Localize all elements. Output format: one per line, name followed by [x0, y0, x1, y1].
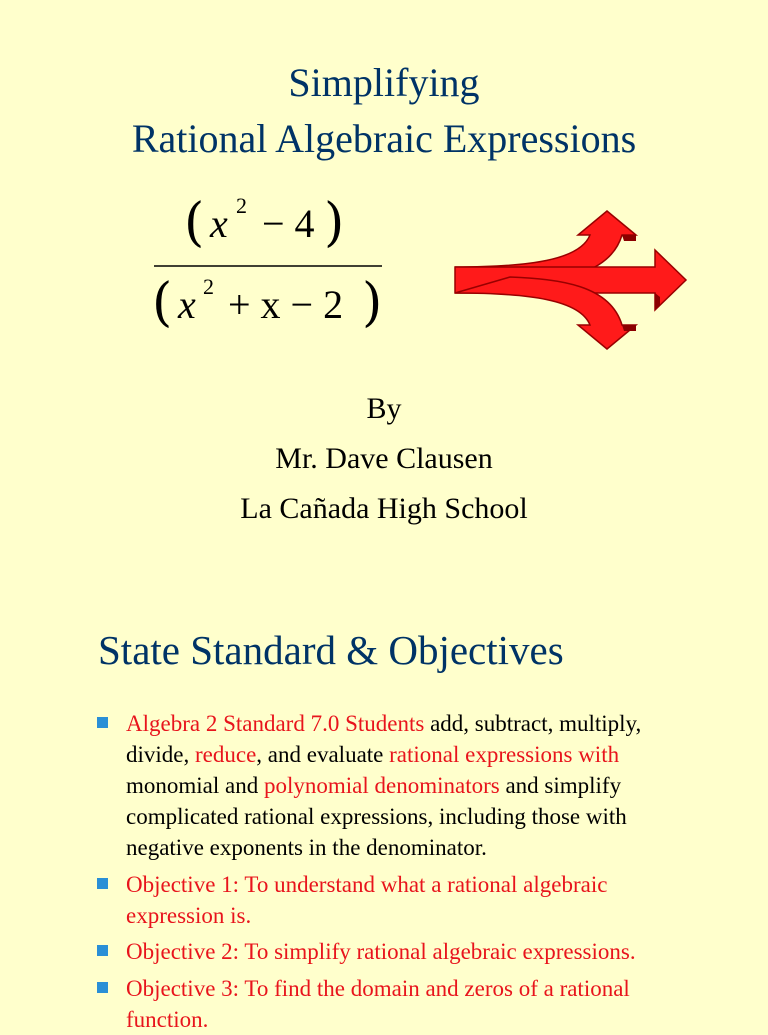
three-way-arrow-icon	[450, 205, 695, 355]
fraction-graphic	[150, 185, 390, 350]
objectives-slide	[0, 585, 768, 1032]
list-item-objective-3	[126, 973, 726, 1035]
title-line-1: Simplifying	[288, 60, 480, 105]
school-name: La Cañada High School	[240, 492, 528, 525]
bullet-icon	[97, 945, 108, 956]
title-line-2: Rational Algebraic Expressions	[131, 116, 637, 161]
standard-text: complicated rational expressions, including those with	[126, 804, 627, 829]
author-name: Mr. Dave Clausen	[275, 442, 493, 475]
standard-text: and simplify	[499, 773, 622, 798]
numerator-exponent: 2	[236, 193, 247, 218]
standard-text: monomial and	[126, 773, 264, 798]
standard-highlight: polynomial denominators	[263, 773, 500, 798]
standard-text: , and evaluate	[256, 742, 390, 767]
slide-title: State Standard & Objectives	[98, 627, 564, 673]
objective-1-line-2: expression is.	[126, 903, 252, 928]
numerator-close-paren: )	[324, 193, 345, 253]
list-item-standard	[126, 708, 726, 863]
standard-text: negative exponents in the denominator.	[126, 835, 487, 860]
denominator-close-paren: )	[362, 273, 383, 333]
denominator-rest: + x − 2	[228, 282, 344, 327]
denominator-exponent: 2	[203, 274, 214, 299]
by-label: By	[366, 392, 402, 425]
standard-text: divide,	[126, 742, 195, 767]
bullet-icon	[97, 717, 108, 728]
rational-expression	[150, 185, 390, 350]
standard-text: add, subtract, multiply,	[424, 711, 642, 736]
slide-title	[0, 55, 768, 167]
list-item-objective-1	[126, 869, 726, 931]
objective-3-line-1: Objective 3: To find the domain and zeros of a rational	[126, 976, 630, 1001]
bullet-icon	[97, 982, 108, 993]
denominator-open-paren: (	[152, 273, 173, 333]
standard-name: Algebra 2 Standard 7.0 Students	[126, 711, 425, 736]
objective-1-line-1: Objective 1: To understand what a rational algebraic	[126, 872, 608, 897]
objective-3-line-2: function.	[126, 1007, 209, 1032]
standard-highlight: rational expressions with	[389, 742, 620, 767]
numerator-rest: − 4	[262, 201, 315, 246]
numerator-variable: x	[210, 201, 228, 246]
objectives-list	[0, 585, 768, 1032]
list-item-objective-2: Objective 2: To simplify rational algebraic expressions.	[126, 939, 636, 964]
numerator-open-paren: (	[184, 193, 205, 253]
standard-highlight: reduce	[195, 742, 257, 767]
bullet-icon	[97, 878, 108, 889]
denominator-variable: x	[178, 282, 196, 327]
